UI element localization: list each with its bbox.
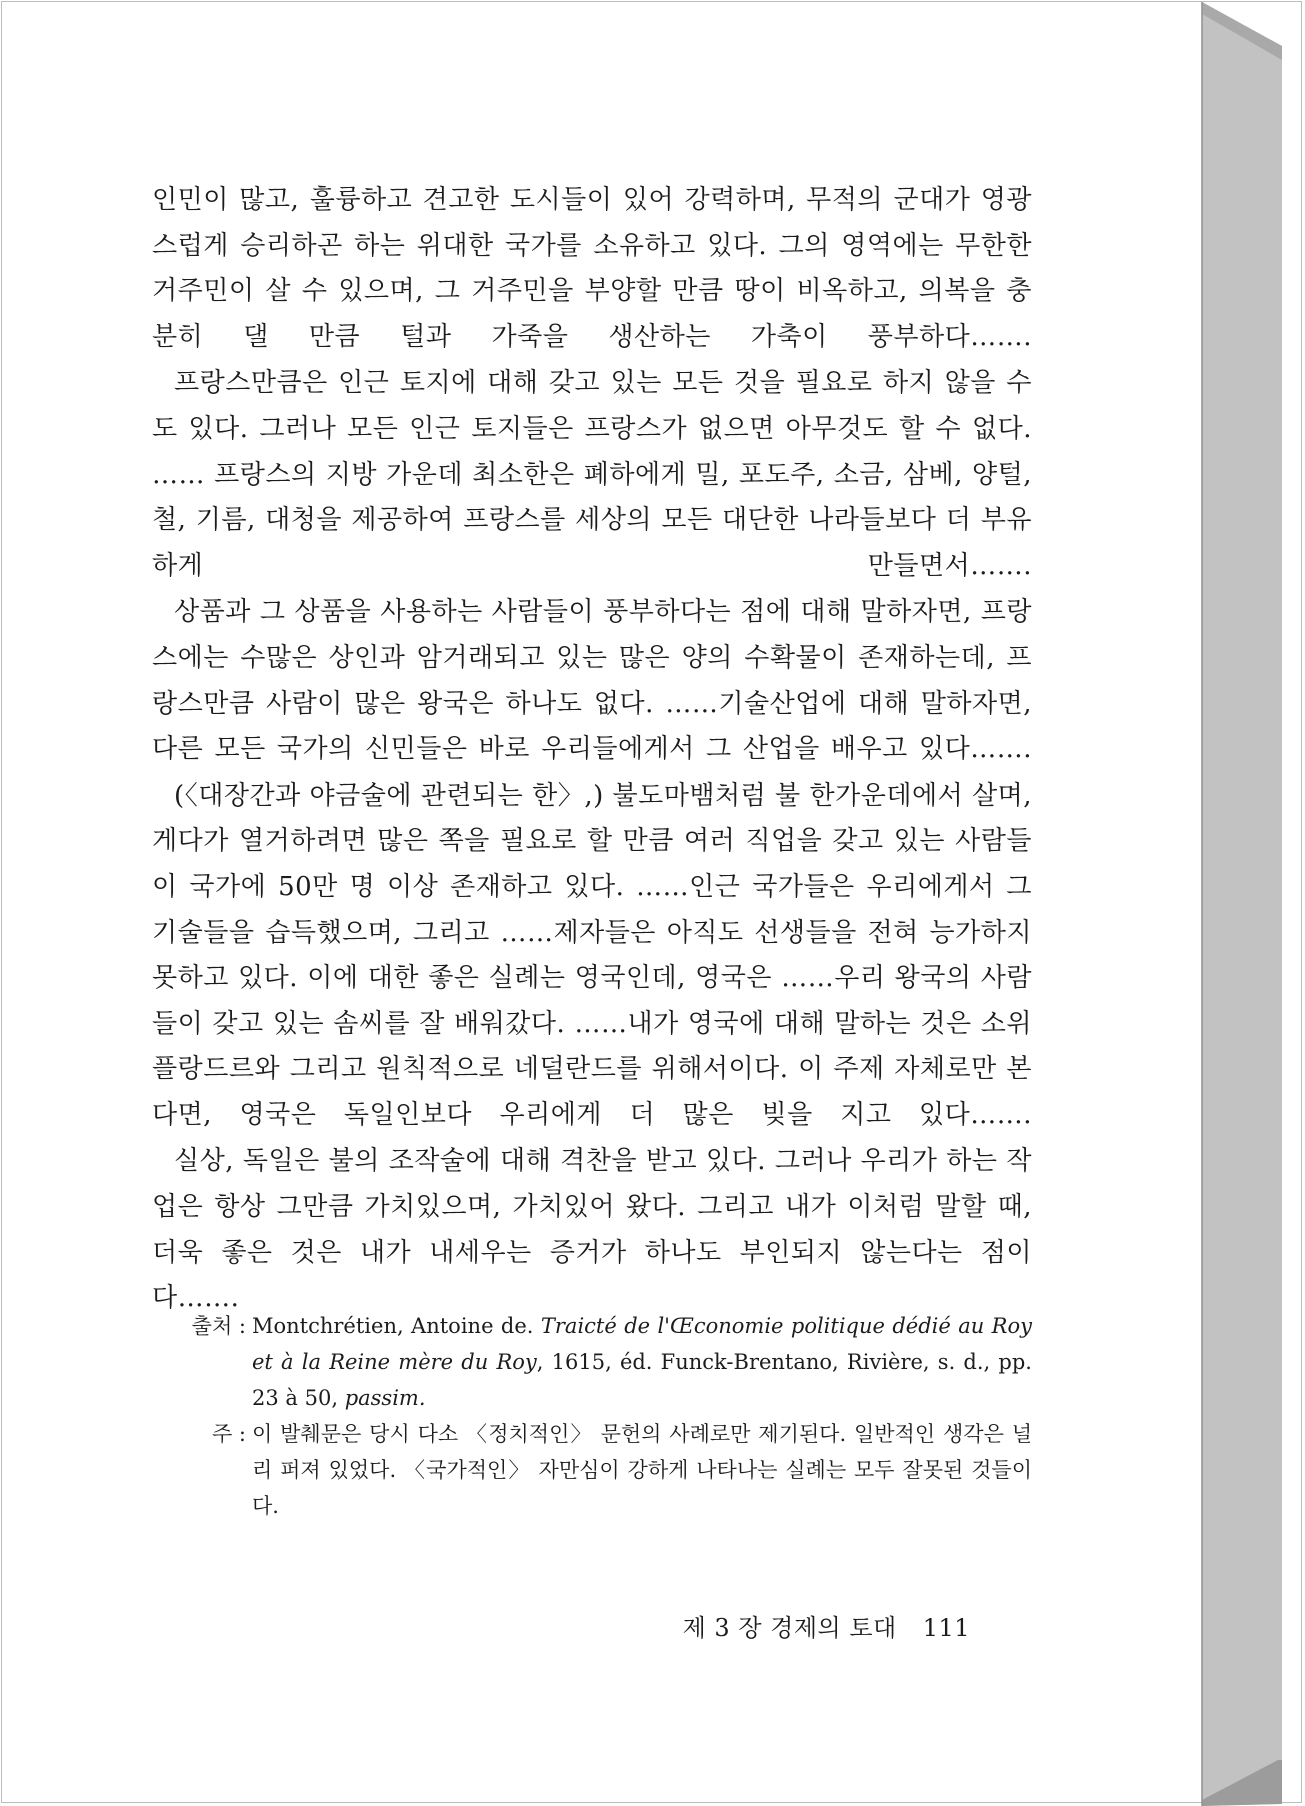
source-citation [170, 1308, 1032, 1416]
paragraph-5 [152, 1139, 1032, 1321]
page-footer [683, 1608, 970, 1643]
page-number: 111 [922, 1614, 970, 1642]
editor-note [170, 1416, 1032, 1524]
paragraph-3 [152, 590, 1032, 772]
paragraph-text: 인민이 많고, 훌륭하고 견고한 도시들이 있어 강력하며, 무적의 군대가 영광스럽게 승리하곤 하는 위대한 국가를 소유하고 있다. 그의 영역에는 무한한 거주민이 살 수 있으며, 그 거주민을 부양할 만큼 땅이 비옥하고, 의복을 충분히 댈 만큼 털과 가죽을 생산하는 가축이 풍부하다……. [152, 185, 1032, 352]
source-author: Montchrétien, Antoine de. [252, 1314, 534, 1338]
source-label: 출처 : [191, 1314, 246, 1338]
chapter-title: 제 3 장 경제의 토대 [682, 1614, 897, 1642]
paragraph-4 [152, 774, 1032, 1139]
note-label: 주 : [211, 1422, 246, 1446]
paragraph-1 [152, 178, 1032, 360]
paragraph-text: (〈대장간과 야금술에 관련되는 한〉,) 불도마뱀처럼 불 한가운데에서 살며, 게다가 열거하려면 많은 쪽을 필요로 할 만큼 여러 직업을 갖고 있는 사람들이 국가에 50만 명 이상 존재하고 있다. ……인근 국가들은 우리에게서 그 기술들을 습득했으며, 그리고 ……제자들은 아직도 선생들을 전혀 능가하지 못하고 있다. 이에 대한 좋은 실례는 영국인데, 영국은 ……우리 왕국의 사람들이 갖고 있는 솜씨를 잘 배워갔다. ……내가 영국에 대해 말하는 것은 소위 플랑드르와 그리고 원칙적으로 네덜란드를 위해서이다. 이 주제 자체로만 본다면, 영국은 독일인보다 우리에게 더 많은 빚을 지고 있다……. [152, 780, 1032, 1130]
notes-section [170, 1308, 1032, 1524]
source-title: Traicté de l'Œconomie politique dédié au Roy et à la Reine mère du Roy [252, 1314, 1032, 1374]
note-text: 이 발췌문은 당시 다소 〈정치적인〉 문헌의 사례로만 제기된다. 일반적인 생각은 널리 퍼져 있었다. 〈국가적인〉 자만심이 강하게 나타나는 실례는 모두 잘못된 것들이다. [252, 1422, 1032, 1518]
paragraph-text: 프랑스만큼은 인근 토지에 대해 갖고 있는 모든 것을 필요로 하지 않을 수도 있다. 그러나 모든 인근 토지들은 프랑스가 없으면 아무것도 할 수 없다. …… 프랑스의 지방 가운데 최소한은 폐하에게 밀, 포도주, 소금, 삼베, 양털, 철, 기름, 대청을 제공하여 프랑스를 세상의 모든 대단한 나라들보다 더 부유하게 만들면서……. [152, 368, 1032, 581]
source-passim: passim. [344, 1386, 426, 1410]
quotation-body [152, 178, 1032, 1323]
paragraph-text: 상품과 그 상품을 사용하는 사람들이 풍부하다는 점에 대해 말하자면, 프랑스에는 수많은 상인과 암거래되고 있는 많은 양의 수확물이 존재하는데, 프랑스만큼 사람이 많은 왕국은 하나도 없다. ……기술산업에 대해 말하자면, 다른 모든 국가의 신민들은 바로 우리들에게서 그 산업을 배우고 있다……. [152, 597, 1032, 765]
paragraph-text: 실상, 독일은 불의 조작술에 대해 격찬을 받고 있다. 그러나 우리가 하는 작업은 항상 그만큼 가치있으며, 가치있어 왔다. 그리고 내가 이처럼 말할 때, 더욱 좋은 것은 내가 내세우는 증거가 하나도 부인되지 않는다는 점이다……. [152, 1146, 1032, 1314]
source-details: , 1615, éd. Funck-Brentano, Rivière, s. d., pp. 23 à 50, [252, 1350, 1032, 1410]
paragraph-2 [152, 361, 1032, 589]
